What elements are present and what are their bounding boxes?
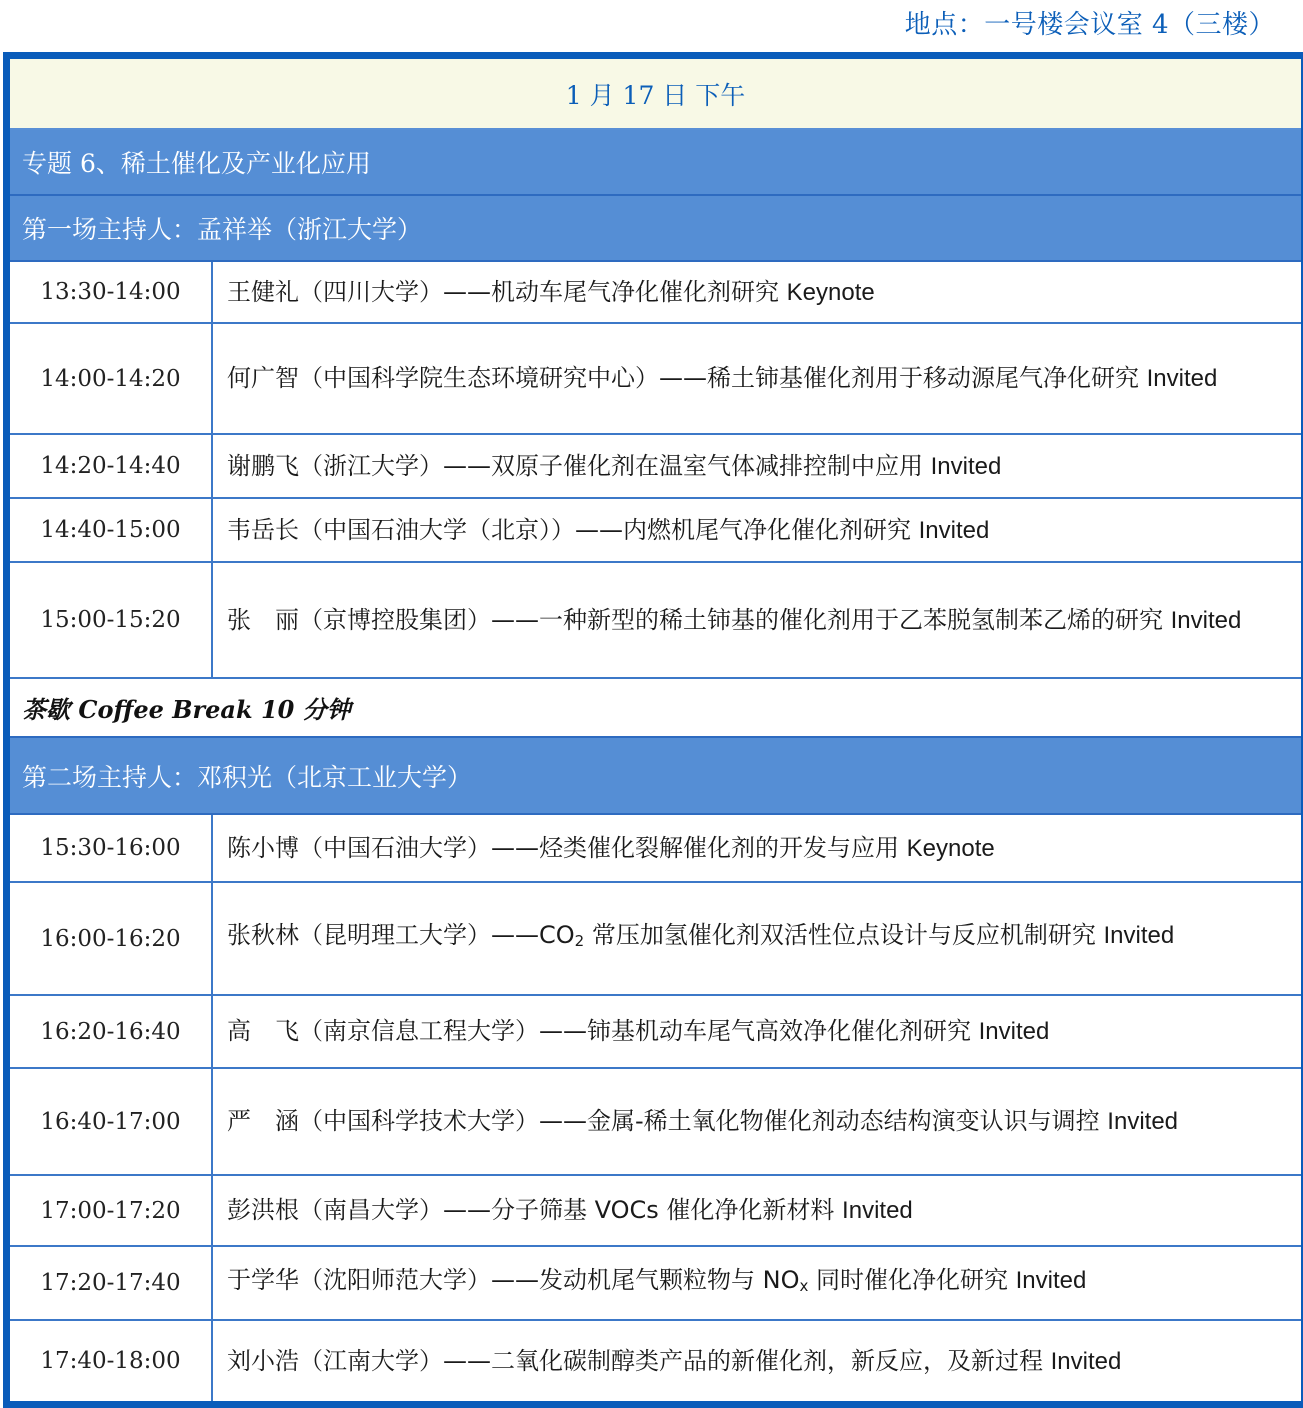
- talk-description: 刘小浩（江南大学）——二氧化碳制醇类产品的新催化剂，新反应，及新过程 Invited: [227, 1346, 1122, 1375]
- talk-type-badge: Invited: [918, 516, 990, 544]
- table-row: [10, 815, 1301, 883]
- talk-description: 张 丽（京博控股集团）——一种新型的稀土铈基的催化剂用于乙苯脱氢制苯乙烯的研究 Invited: [227, 605, 1242, 634]
- talk-type-badge: Invited: [1103, 922, 1175, 949]
- talk-type-badge: Invited: [1050, 1347, 1122, 1375]
- time-slot: 17:00-17:20: [10, 1176, 213, 1245]
- table-row: [10, 1069, 1301, 1176]
- talk-description: 彭洪根（南昌大学）——分子筛基 VOCs 催化净化新材料 Invited: [227, 1196, 913, 1224]
- table-row: [10, 1176, 1301, 1247]
- time-slot: 16:20-16:40: [10, 996, 213, 1067]
- session-2-host: 第二场主持人：邓积光（北京工业大学）: [10, 738, 1301, 815]
- talk-description: 张秋林（昆明理工大学）$——CO_2$ 常压加氢催化剂双活性位点设计与反应机制研究 Invited: [227, 921, 1175, 950]
- talk-description: 陈小博（中国石油大学）——烃类催化裂解催化剂的开发与应用 Keynote: [227, 833, 995, 862]
- time-slot: 16:40-17:00: [10, 1069, 213, 1174]
- table-row: [10, 262, 1301, 324]
- time-slot: 14:20-14:40: [10, 435, 213, 497]
- table-row: [10, 1321, 1301, 1401]
- talk-type-badge: Invited: [842, 1197, 913, 1224]
- talk-description: 何广智（中国科学院生态环境研究中心）——稀土铈基催化剂用于移动源尾气净化研究 Invited: [227, 364, 1218, 392]
- table-row: [10, 883, 1301, 996]
- time-slot: 15:30-16:00: [10, 815, 213, 881]
- time-slot: 17:40-18:00: [10, 1321, 213, 1401]
- talk-type-badge: Invited: [1146, 365, 1218, 392]
- table-row: [10, 324, 1301, 435]
- table-row: [10, 1247, 1301, 1321]
- table-row: [10, 563, 1301, 679]
- talk-type-badge: Invited: [978, 1018, 1050, 1045]
- table-row: [10, 435, 1301, 499]
- topic-header: 专题 6、稀土催化及产业化应用: [10, 130, 1301, 196]
- talk-description: 于学华（沈阳师范大学）——发动机尾气颗粒物与 $NO_x$ 同时催化净化研究 Invited: [227, 1265, 1087, 1295]
- time-slot: 16:00-16:20: [10, 883, 213, 994]
- talk-type-badge: Invited: [1015, 1266, 1087, 1294]
- schedule-table: [3, 52, 1303, 1408]
- talk-type-badge: Keynote: [906, 834, 995, 862]
- time-slot: 13:30-14:00: [10, 262, 213, 322]
- time-slot: 17:20-17:40: [10, 1247, 213, 1319]
- talk-type-badge: Invited: [1107, 1108, 1179, 1135]
- talk-type-badge: Invited: [1170, 606, 1242, 634]
- table-row: [10, 996, 1301, 1069]
- talk-type-badge: Invited: [930, 452, 1002, 480]
- talk-description: 谢鹏飞（浙江大学）——双原子催化剂在温室气体减排控制中应用 Invited: [227, 451, 1002, 480]
- talk-description: 高 飞（南京信息工程大学）——铈基机动车尾气高效净化催化剂研究 Invited: [227, 1017, 1050, 1045]
- talk-description: 韦岳长（中国石油大学（北京））——内燃机尾气净化催化剂研究 Invited: [227, 515, 990, 544]
- time-slot: 14:00-14:20: [10, 324, 213, 433]
- talk-type-badge: Keynote: [786, 278, 875, 306]
- time-slot: 14:40-15:00: [10, 499, 213, 561]
- talk-description: 严 涵（中国科学技术大学）——金属-稀土氧化物催化剂动态结构演变认识与调控 Invited: [227, 1107, 1179, 1135]
- talk-description: 王健礼（四川大学）——机动车尾气净化催化剂研究 Keynote: [227, 277, 875, 306]
- date-header: 1 月 17 日 下午: [10, 59, 1301, 130]
- coffee-break: 茶歇 Coffee Break 10 分钟: [10, 679, 1301, 738]
- venue-location: 地点：一号楼会议室 4（三楼）: [904, 10, 1275, 40]
- session-1-host: 第一场主持人：孟祥举（浙江大学）: [10, 196, 1301, 262]
- time-slot: 15:00-15:20: [10, 563, 213, 677]
- table-row: [10, 499, 1301, 563]
